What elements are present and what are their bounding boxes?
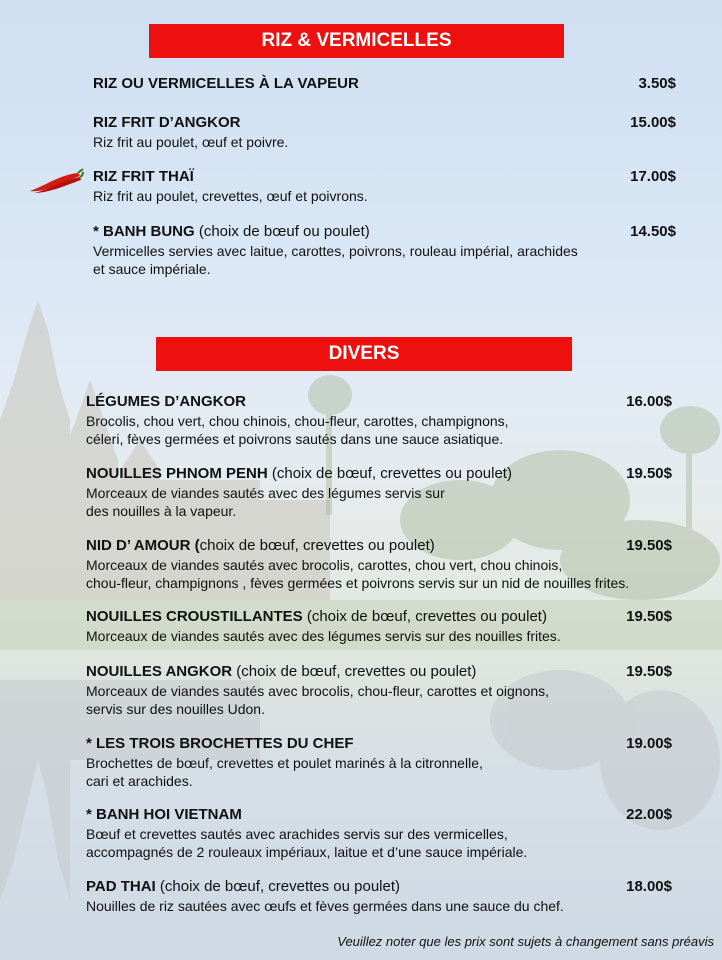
item-description: Morceaux de viandes sautés avec brocolis, carottes, chou vert, chou chinois,	[86, 557, 563, 573]
menu-item	[86, 735, 606, 790]
item-description: Morceaux de viandes sautés avec des légumes servis sur	[86, 485, 445, 501]
item-price: 19.00$	[626, 735, 672, 752]
item-name: RIZ FRIT THAÏ	[93, 168, 194, 185]
item-description-2: céleri, fèves germées et poivrons sautés dans une sauce asiatique.	[86, 431, 504, 447]
item-price: 19.50$	[626, 663, 672, 680]
item-name: * BANH BUNG	[93, 223, 195, 240]
item-description-2: chou-fleur, champignons , fèves germées et poivrons servis sur un nid de nouilles frites.	[86, 575, 630, 591]
item-name: * LES TROIS BROCHETTES DU CHEF	[86, 735, 354, 752]
item-note: (choix de bœuf, crevettes ou poulet)	[232, 663, 477, 680]
menu-item	[86, 663, 606, 718]
item-name: NOUILLES CROUSTILLANTES	[86, 608, 303, 625]
item-price: 19.50$	[626, 465, 672, 482]
menu-item	[86, 608, 626, 645]
item-name: RIZ OU VERMICELLES À LA VAPEUR	[93, 75, 359, 92]
item-note: choix de bœuf, crevettes ou poulet)	[199, 537, 435, 554]
item-description: Morceaux de viandes sautés avec brocolis, chou-fleur, carottes et oignons,	[86, 683, 550, 699]
item-name: LÉGUMES D’ANGKOR	[86, 393, 247, 410]
item-name: NOUILLES PHNOM PENH	[86, 465, 268, 482]
menu-item	[93, 114, 613, 151]
item-description: Nouilles de riz sautées avec œufs et fèves germées dans une sauce du chef.	[86, 898, 564, 914]
item-price: 14.50$	[630, 223, 676, 240]
item-note: (choix de bœuf, crevettes ou poulet)	[302, 608, 547, 625]
menu-item	[93, 168, 613, 205]
item-price: 19.50$	[626, 537, 672, 554]
item-description-2: cari et arachides.	[86, 773, 193, 789]
item-description: Morceaux de viandes sautés avec des légumes servis sur des nouilles frites.	[86, 628, 561, 644]
menu-item	[86, 393, 606, 448]
item-price: 16.00$	[626, 393, 672, 410]
menu-item	[86, 465, 606, 520]
item-name: PAD THAI	[86, 878, 156, 895]
section-banner-divers: DIVERS	[156, 337, 572, 371]
item-description-2: et sauce impériale.	[93, 261, 211, 277]
item-description: Brocolis, chou vert, chou chinois, chou-fleur, carottes, champignons,	[86, 413, 509, 429]
item-name: RIZ FRIT D’ANGKOR	[93, 114, 241, 131]
item-name: NOUILLES ANGKOR	[86, 663, 233, 680]
item-description-2: des nouilles à la vapeur.	[86, 503, 237, 519]
item-title	[93, 75, 613, 93]
item-description-2: accompagnés de 2 rouleaux impériaux, laitue et d’une sauce impériale.	[86, 844, 528, 860]
item-note: (choix de bœuf, crevettes ou poulet)	[155, 878, 401, 895]
price-disclaimer: Veuillez noter que les prix sont sujets à changement sans préavis	[337, 934, 714, 949]
item-price: 15.00$	[630, 114, 676, 131]
menu-item	[86, 537, 666, 592]
item-note: (choix de bœuf, crevettes ou poulet)	[267, 465, 512, 482]
menu-item	[93, 223, 623, 278]
item-name: * BANH HOI VIETNAM	[86, 806, 242, 823]
item-description: Bœuf et crevettes sautés avec arachides servis sur des vermicelles,	[86, 826, 508, 842]
item-price: 18.00$	[626, 878, 672, 895]
item-description-2: servis sur des nouilles Udon.	[86, 701, 265, 717]
section-banner-riz: RIZ & VERMICELLES	[149, 24, 564, 58]
item-description: Vermicelles servies avec laitue, carottes, poivrons, rouleau impérial, arachides	[93, 243, 578, 259]
item-note: (choix de bœuf ou poulet)	[194, 223, 370, 240]
item-price: 19.50$	[626, 608, 672, 625]
menu-item	[86, 878, 626, 915]
item-name: NID D’ AMOUR (	[86, 537, 200, 554]
menu-item	[86, 806, 606, 861]
menu-item	[93, 75, 613, 93]
item-price: 3.50$	[638, 75, 676, 92]
item-description: Riz frit au poulet, crevettes, œuf et poivrons.	[93, 188, 368, 204]
item-description: Riz frit au poulet, œuf et poivre.	[93, 134, 289, 150]
item-price: 17.00$	[630, 168, 676, 185]
chili-pepper-icon	[28, 168, 84, 194]
item-description: Brochettes de bœuf, crevettes et poulet marinés à la citronnelle,	[86, 755, 483, 771]
item-price: 22.00$	[626, 806, 672, 823]
